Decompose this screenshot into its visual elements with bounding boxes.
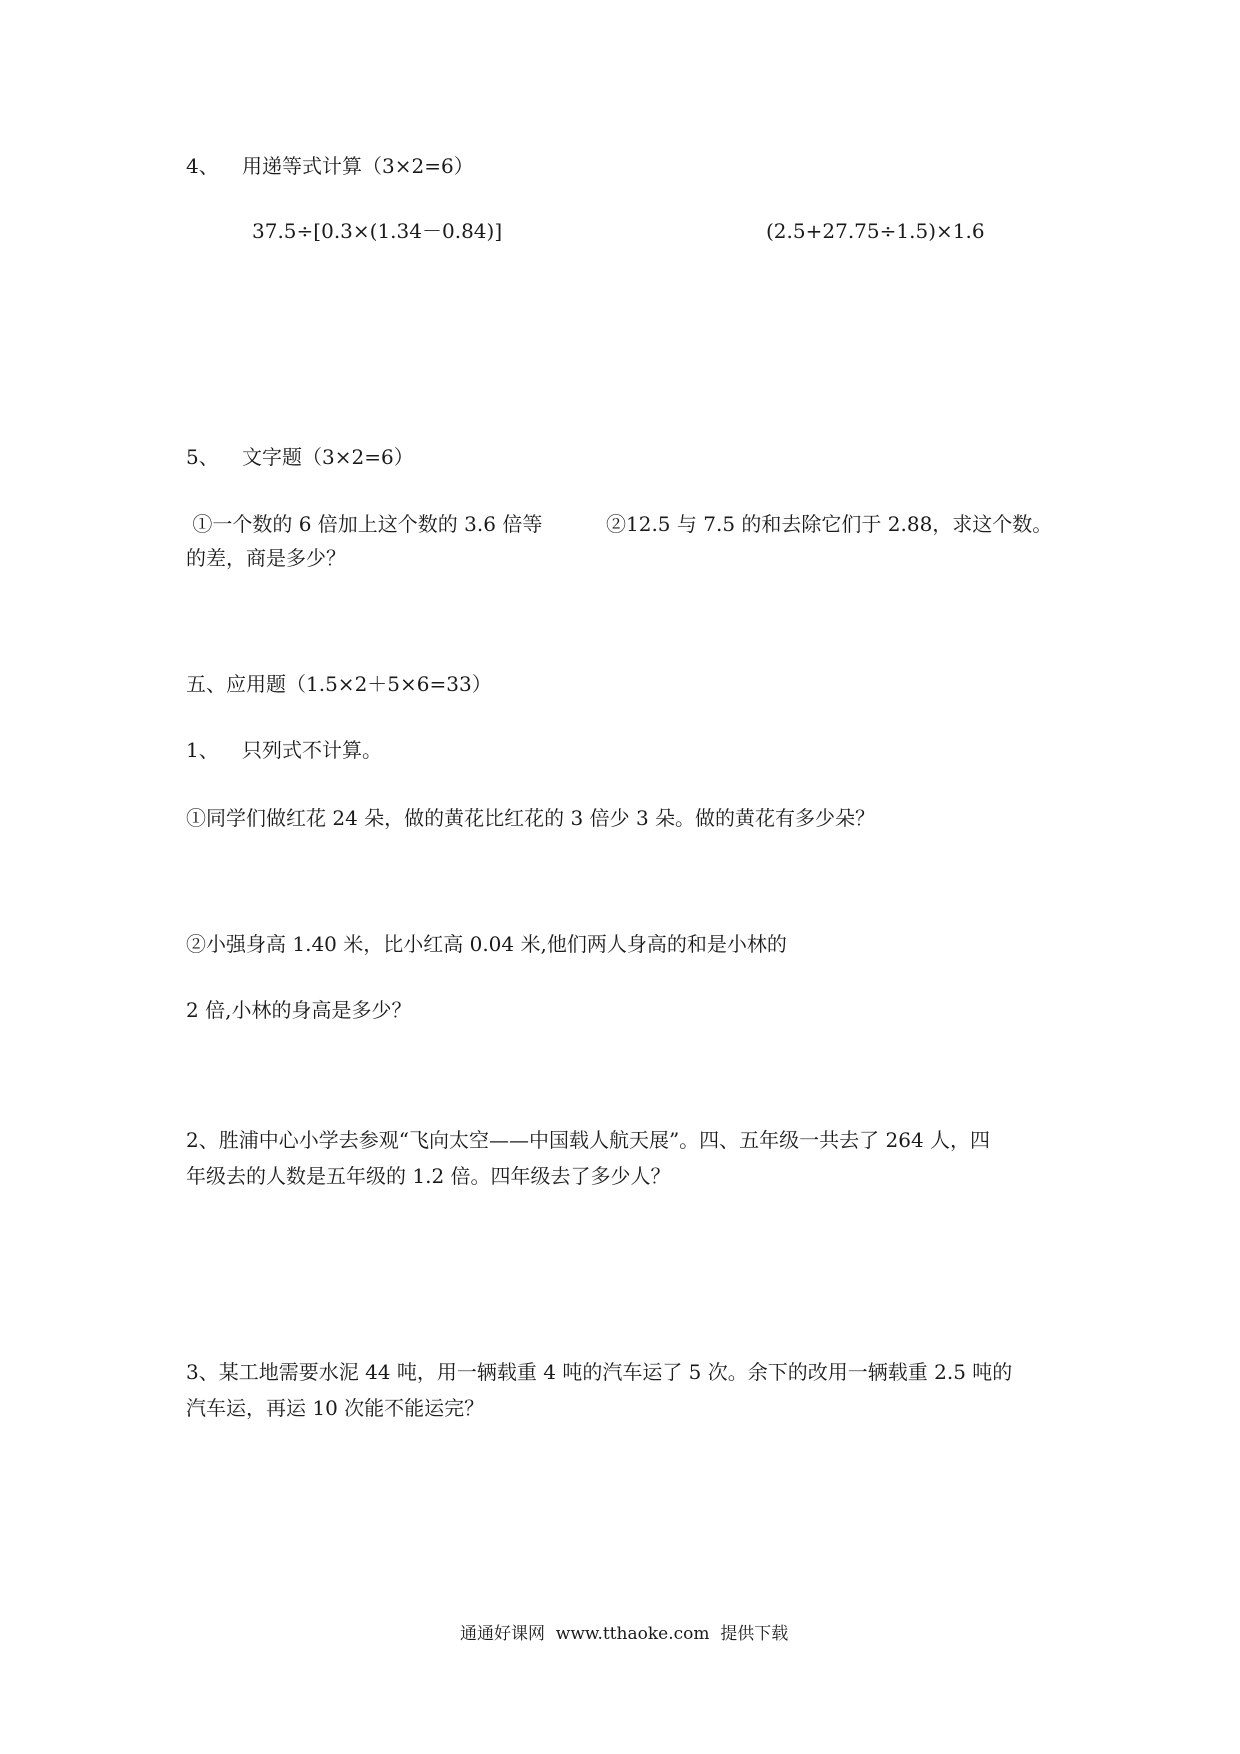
- problem-2-line-1: 2、胜浦中心小学去参观“飞向太空——中国载人航天展”。四、五年级一共去了 264 人，四: [186, 1128, 991, 1152]
- problem-1b-line-2: 2 倍,小林的身高是多少？: [186, 998, 412, 1022]
- problem-1-title: 只列式不计算。: [242, 738, 382, 762]
- problem-1b-line-1: ②小强身高 1.40 米，比小红高 0.04 米,他们两人身高的和是小林的: [186, 932, 787, 956]
- problem-3-line-2: 汽车运，再运 10 次能不能运完？: [186, 1396, 485, 1420]
- problem-1-heading: [186, 738, 382, 762]
- page-footer: 通通好课网 www.tthaoke.com 提供下载: [460, 1624, 789, 1644]
- section-4-heading: [186, 154, 474, 178]
- expression-1: 37.5÷[0.3×(1.34－0.84)]: [252, 219, 503, 243]
- problem-1-number: 1、: [186, 738, 219, 762]
- section-5-heading: [186, 445, 414, 469]
- word-problem-1-line-1: ①一个数的 6 倍加上这个数的 3.6 倍等: [186, 512, 543, 536]
- applied-problems-title: 五、应用题（1.5×2＋5×6=33）: [186, 672, 492, 696]
- section-4-title: 用递等式计算（3×2=6）: [242, 154, 474, 178]
- section-5-number: 5、: [186, 445, 219, 469]
- section-4-number: 4、: [186, 154, 219, 178]
- problem-3-line-1: 3、某工地需要水泥 44 吨，用一辆载重 4 吨的汽车运了 5 次。余下的改用一辆载重 2.5 吨的: [186, 1360, 1013, 1384]
- word-problem-1-line-2: 的差，商是多少？: [186, 546, 346, 570]
- section-5-title: 文字题（3×2=6）: [242, 445, 414, 469]
- problem-1a: ①同学们做红花 24 朵，做的黄花比红花的 3 倍少 3 朵。做的黄花有多少朵？: [186, 806, 876, 830]
- problem-2-line-2: 年级去的人数是五年级的 1.2 倍。四年级去了多少人？: [186, 1164, 671, 1188]
- word-problem-2: ②12.5 与 7.5 的和去除它们于 2.88，求这个数。: [606, 512, 1053, 536]
- expression-2: (2.5+27.75÷1.5)×1.6: [766, 219, 985, 243]
